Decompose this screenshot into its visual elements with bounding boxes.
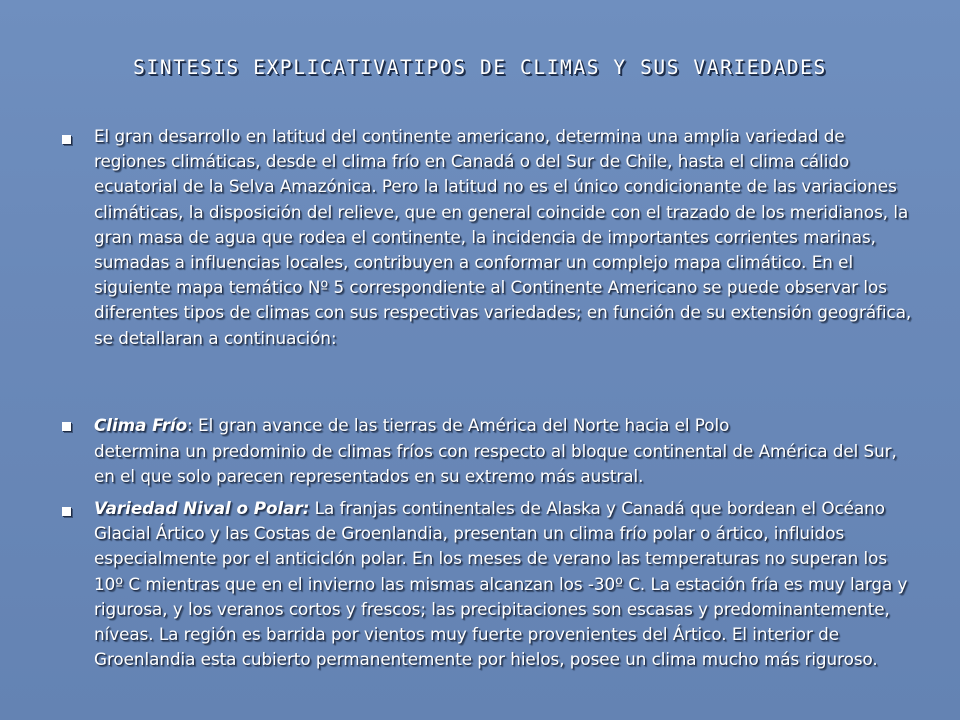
bullet-body: La franjas continentales de Alaska y Canadá que bordean el Océano Glacial Ártico y las Costas de Groenlandia, presentan un clima frío polar o ártico, influidos especialmente por el anticiclón polar. En los meses de verano las temperaturas no superan los 10º C mientras que en el invierno las mismas alcanzan los -30º C. La estación fría es muy larga y rigurosa, y los veranos cortos y frescos; las precipitaciones son escasas y predominantemente, níveas. La región es barrida por vientos muy fuerte provenientes del Ártico. El interior de Groenlandia esta cubierto permanentemente por hielos, posee un clima mucho más riguroso.: [94, 498, 908, 670]
square-bullet-icon: [62, 135, 71, 144]
slide-title: SINTESIS EXPLICATIVATIPOS DE CLIMAS Y SUS VARIEDADES: [133, 56, 827, 79]
bullet-text: [94, 411, 912, 489]
bullet-text: El gran desarrollo en latitud del continente americano, determina una amplia variedad de regiones climáticas, desde el clima frío en Canadá o del Sur de Chile, hasta el clima cálido ecuatorial de la Selva Amazónica. Pero la latitud no es el único condicionante de las variaciones climáticas, la disposición del relieve, que en general coincide con el trazado de los meridianos, la gran masa de agua que rodea el continente, la incidencia de importantes corrientes marinas, sumadas a influencias locales, contribuyen a conformar un complejo mapa climático. En el siguiente mapa temático Nº 5 correspondiente al Continente Americano se puede observar los diferentes tipos de climas con sus respectivas variedades; en función de su extensión geográfica, se detallaran a continuación:: [94, 126, 912, 348]
bullet-first-line: : El gran avance de las tierras de América del Norte hacia el Polo: [187, 415, 730, 435]
bullet-body: determina un predominio de climas fríos con respecto al bloque continental de América del Sur, en el que solo parecen representados en su extremo más austral.: [94, 441, 897, 487]
square-bullet-icon: [62, 507, 71, 516]
bullet-item: [62, 124, 912, 351]
bullet-item: [62, 496, 912, 672]
bullet-item: [62, 411, 912, 489]
square-bullet-icon: [62, 422, 71, 431]
bullet-label: Clima Frío: [94, 415, 188, 435]
bullet-text: [94, 496, 912, 672]
bullet-label: Variedad Nival o Polar:: [94, 498, 310, 518]
